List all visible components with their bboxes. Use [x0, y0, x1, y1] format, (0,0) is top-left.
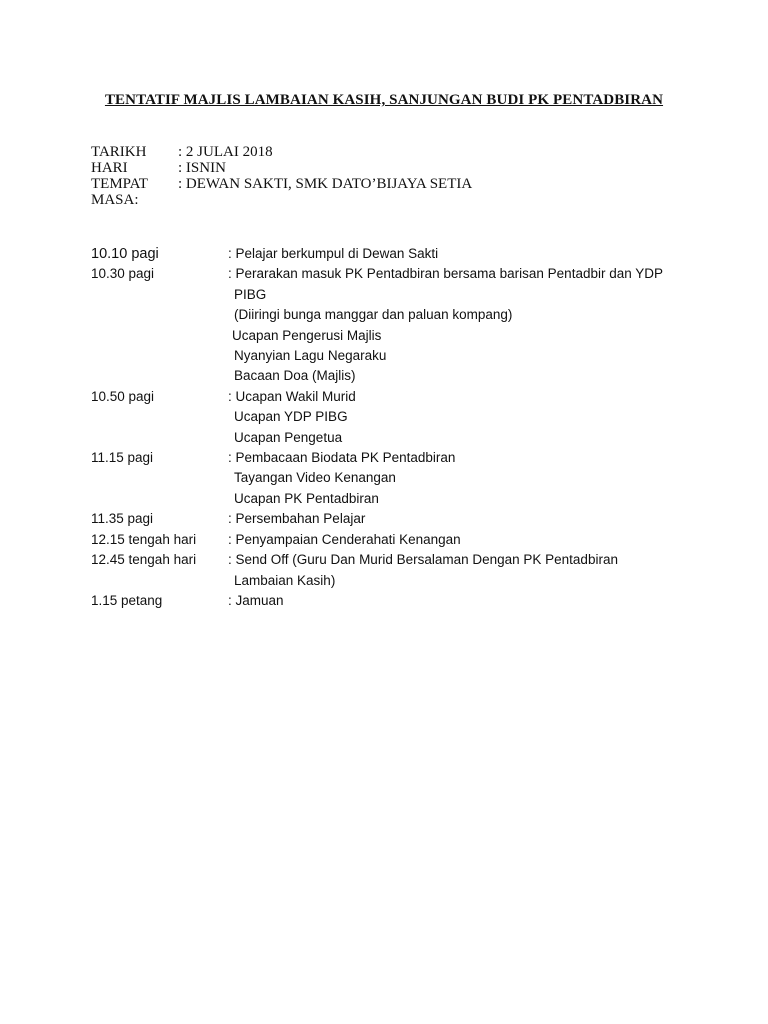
activity-line: (Diiringi bunga manggar dan paluan kompang) [234, 307, 513, 323]
schedule-time: 10.30 pagi [91, 266, 155, 282]
activity-line: : Pelajar berkumpul di Dewan Sakti [228, 246, 439, 261]
event-info [91, 144, 472, 208]
activity-line: Ucapan Pengetua [234, 429, 343, 445]
schedule-time: 12.45 tengah hari [91, 552, 197, 568]
activity-line: : Ucapan Wakil Murid [228, 388, 356, 404]
schedule-activities [228, 264, 711, 386]
activity-line: Bacaan Doa (Majlis) [234, 368, 356, 384]
info-label: TEMPAT [91, 176, 148, 192]
info-row-date [91, 144, 472, 160]
document-title: TENTATIF MAJLIS LAMBAIAN KASIH, SANJUNGAN BUDI PK PENTADBIRAN [104, 92, 664, 108]
schedule-time: 12.15 tengah hari [91, 531, 197, 547]
activity-line: Ucapan YDP PIBG [234, 409, 348, 425]
info-value: : ISNIN [178, 160, 226, 176]
schedule-activities [228, 591, 711, 611]
schedule-list [91, 244, 711, 611]
activity-line: Ucapan Pengerusi Majlis [232, 327, 382, 343]
schedule-time: 1.15 petang [91, 592, 163, 608]
schedule-row [91, 387, 711, 448]
info-label: TARIKH [91, 144, 147, 160]
activity-line: : Jamuan [228, 592, 284, 608]
schedule-activities [228, 448, 711, 509]
schedule-activities [228, 509, 711, 529]
schedule-row [91, 591, 711, 611]
schedule-activities [228, 244, 711, 264]
activity-line: PIBG [234, 286, 267, 302]
schedule-activities [228, 530, 711, 550]
activity-line: Tayangan Video Kenangan [234, 470, 396, 486]
activity-line: : Penyampaian Cenderahati Kenangan [228, 531, 461, 547]
info-value: : 2 JULAI 2018 [178, 144, 273, 160]
info-value: : DEWAN SAKTI, SMK DATO’BIJAYA SETIA [178, 176, 473, 192]
schedule-time: 10.10 pagi [91, 246, 159, 262]
activity-line: Nyanyian Lagu Negaraku [234, 348, 387, 364]
activity-line: : Pembacaan Biodata PK Pentadbiran [228, 450, 456, 466]
activity-line: : Send Off (Guru Dan Murid Bersalaman Dengan PK Pentadbiran [228, 552, 618, 568]
schedule-row [91, 448, 711, 509]
schedule-row [91, 244, 711, 264]
info-row-time [91, 192, 472, 208]
info-row-day [91, 160, 472, 176]
schedule-time: 11.15 pagi [91, 450, 154, 466]
info-label: HARI [91, 160, 128, 176]
info-row-venue [91, 176, 472, 192]
schedule-row [91, 264, 711, 386]
schedule-activities [228, 387, 711, 448]
activity-line: Ucapan PK Pentadbiran [234, 490, 379, 506]
schedule-activities [228, 550, 711, 591]
schedule-time: 10.50 pagi [91, 388, 155, 404]
schedule-time: 11.35 pagi [91, 511, 154, 527]
activity-line: Lambaian Kasih) [234, 572, 336, 588]
activity-line: : Persembahan Pelajar [228, 511, 366, 527]
schedule-row [91, 550, 711, 591]
schedule-row [91, 509, 711, 529]
activity-line: : Perarakan masuk PK Pentadbiran bersama barisan Pentadbir dan YDP [228, 266, 663, 282]
schedule-row [91, 530, 711, 550]
info-label: MASA: [91, 192, 139, 208]
